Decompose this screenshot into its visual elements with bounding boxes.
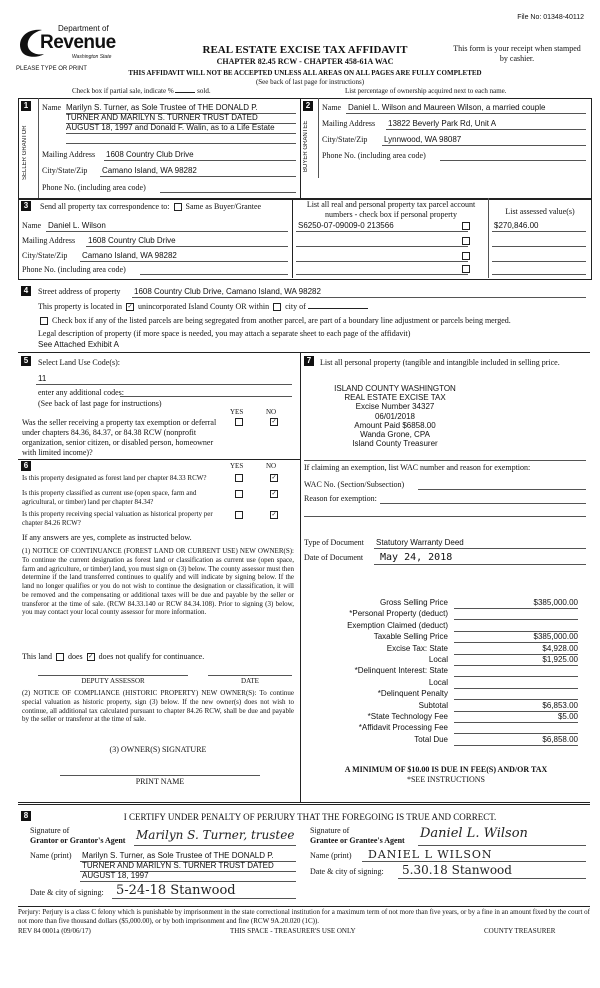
current-use-yes-checkbox[interactable] [235, 490, 243, 498]
tax-row-value[interactable]: $5.00 [454, 712, 578, 723]
buyer-name-field[interactable]: Daniel L. Wilson and Maureen Wilson, a married couple [348, 103, 546, 112]
exemption-yes-checkbox[interactable] [235, 418, 243, 426]
historic-yes-checkbox[interactable] [235, 511, 243, 519]
city-of-label: city of [285, 302, 306, 311]
ownership-pct-note: List percentage of ownership acquired next to each name. [345, 87, 507, 95]
corr-name-label: Name [22, 221, 42, 230]
see-instructions-note: *SEE INSTRUCTIONS [406, 775, 485, 784]
forest-yes-checkbox[interactable] [235, 474, 243, 482]
stamp-line-county: ISLAND COUNTY WASHINGTON [334, 384, 456, 393]
logo-name-text: Revenue [40, 32, 116, 53]
legal-description-label: Legal description of property (if more space is needed, you may attach a separate sheet to each page of the affidavit) [38, 329, 411, 338]
doc-type-field[interactable]: Statutory Warranty Deed [376, 538, 464, 547]
partial-sale-label: Check box if partial sale, indicate % [72, 87, 174, 95]
legal-description-field[interactable]: See Attached Exhibit A [38, 340, 119, 349]
treasurer-use-only: THIS SPACE - TREASURER'S USE ONLY [230, 927, 356, 935]
grantee-sig-label-1: Signature of [310, 826, 350, 835]
tax-row [304, 689, 586, 700]
doc-type-label: Type of Document [304, 538, 364, 547]
tax-row-label: *Delinquent Interest: State [354, 666, 448, 676]
buyer-city-field[interactable]: Lynnwood, WA 98087 [384, 135, 462, 144]
revision-code: REV 84 0001a (09/06/17) [18, 927, 91, 935]
partial-sale-line [72, 87, 211, 96]
back-note: (See back of last page for instructions) [255, 78, 365, 86]
assessor-date-label: DATE [241, 677, 259, 685]
tax-row-value[interactable] [454, 689, 578, 700]
grantee-date-label: Date & city of signing: [310, 867, 384, 876]
tax-row-label: Gross Selling Price [379, 598, 448, 607]
buyer-mailing-label: Mailing Address [322, 119, 376, 128]
same-as-buyer-label: Same as Buyer/Grantee [185, 202, 262, 211]
exemption-no-checkbox[interactable]: ✓ [271, 419, 277, 425]
grantor-date-field[interactable]: 5-24-18 Stanwood [116, 883, 236, 898]
personal-property-checkbox-1[interactable] [462, 222, 470, 230]
tax-row [304, 632, 586, 643]
sold-label: sold. [197, 87, 211, 95]
tax-row-value[interactable] [454, 666, 578, 677]
warning-text: THIS AFFIDAVIT WILL NOT BE ACCEPTED UNLESS ALL AREAS ON ALL PAGES ARE FULLY COMPLETED [128, 69, 482, 77]
section-1-number: 1 [21, 101, 31, 111]
tax-row-label: Subtotal [418, 700, 448, 710]
corr-city-field[interactable]: Camano Island, WA 98282 [82, 251, 177, 260]
correspondence-heading [40, 202, 261, 212]
wac-label: WAC No. (Section/Subsection) [304, 480, 405, 489]
notice-compliance: (2) NOTICE OF COMPLIANCE (HISTORIC PROPERTY) NEW OWNER(S): To continue special valuation as historic property, sign (3) below. If the new owner(s) does not wish to continue, all additional tax calculated pursuant to chapter 84.26 RCW, shall be due and payable by the seller or transferor at the time of sale. [22, 689, 294, 724]
form-chapter: CHAPTER 82.45 RCW - CHAPTER 458-61A WAC [216, 57, 394, 66]
tax-row-label: *Delinquent Penalty [377, 689, 448, 699]
tax-row-label: *State Technology Fee [367, 712, 448, 721]
grantee-signature[interactable]: Daniel L. Wilson [420, 826, 528, 841]
parcel-heading: List all real and personal property tax parcel account numbers - check box if personal property [306, 200, 476, 219]
seller-city-field[interactable]: Camano Island, WA 98282 [102, 166, 197, 175]
tax-row [304, 678, 586, 689]
personal-property-checkbox-2[interactable] [462, 237, 470, 245]
stamp-line-date: 06/01/2018 [374, 411, 416, 421]
reason-label: Reason for exemption: [304, 494, 377, 503]
print-name-label: PRINT NAME [135, 777, 185, 786]
tax-row [304, 609, 586, 620]
section5-no-header: NO [266, 408, 277, 416]
grantor-signature[interactable]: Marilyn S. Turner, trustee [136, 828, 295, 842]
personal-property-checkbox-3[interactable] [462, 252, 470, 260]
stamp-line-treasurer-name: Wanda Grone, CPA [360, 429, 430, 439]
tax-row-value[interactable] [454, 678, 578, 689]
logo-state-text: Washington State [72, 54, 112, 60]
tax-row [304, 666, 586, 677]
file-number: File No: 01348-40112 [517, 14, 584, 21]
seller-city-label: City/State/Zip [42, 166, 88, 175]
tax-row-label: Excise Tax: State [386, 643, 448, 653]
tax-row-value[interactable]: $6,853.00 [454, 701, 578, 712]
tax-row [304, 735, 586, 746]
does-label: does [68, 652, 83, 661]
county-treasurer-label: COUNTY TREASURER [484, 927, 556, 935]
buyer-mailing-field[interactable]: 13822 Beverly Park Rd, Unit A [388, 119, 497, 128]
section5-yes-header: YES [230, 408, 244, 416]
grantor-print-label: Name (print) [30, 851, 72, 860]
qualify-label: qualify for continuance. [127, 652, 205, 661]
tax-row-value[interactable]: $385,000.00 [454, 598, 578, 609]
current-use-question: Is this property classified as current use (open space, farm and agricultural, or timber) land per chapter 84.34? [22, 489, 197, 506]
section6-yes-header: YES [230, 462, 244, 470]
tax-row-label: Taxable Selling Price [373, 632, 448, 642]
corr-name-field[interactable]: Daniel L. Wilson [48, 221, 106, 230]
tax-row-label: Exemption Claimed (deduct) [347, 620, 448, 630]
tax-row [304, 701, 586, 712]
tax-row-label: *Affidavit Processing Fee [358, 723, 448, 733]
grantee-print-field[interactable]: DANIEL L WILSON [368, 848, 493, 861]
tax-row-label: Local [428, 677, 448, 687]
grantor-date-label: Date & city of signing: [30, 888, 104, 897]
does-not-label: does not [98, 652, 126, 661]
buyer-side-label: BUYER GRANTEE [303, 120, 309, 172]
land-use-field[interactable]: 11 [38, 374, 47, 383]
grantor-sig-label-2: Grantor or Grantor's Agent [30, 836, 126, 845]
section-7-number: 7 [304, 356, 314, 366]
tax-row-value[interactable]: $1,925.00 [454, 655, 578, 666]
seller-name-field[interactable]: Marilyn S. Turner, as Sole Trustee of THE DONALD P. TURNER AND MARILYN S. TURNER TRUST DATED AUGUST 18, 1997 and Donald F. Walin, as to a Life Estate [66, 103, 275, 132]
same-as-buyer-checkbox[interactable] [174, 203, 182, 211]
unincorporated-checkbox[interactable]: ✓ [127, 304, 133, 311]
historic-question: Is this property receiving special valuation as historical property per chapter 84.26 RCW? [22, 510, 213, 527]
historic-no-checkbox[interactable]: ✓ [271, 512, 277, 518]
buyer-name-label: Name [322, 103, 342, 112]
stamp-line-treasurer-title: Island County Treasurer [352, 439, 438, 449]
tax-row [304, 621, 586, 632]
grantee-sig-label-2: Grantee or Grantee's Agent [310, 836, 405, 845]
tax-row [304, 655, 586, 666]
stamp-line-excise-number: Excise Number 34327 [355, 402, 435, 412]
segregated-label: Check box if any of the listed parcels are being segregated from another parcel, are part of a boundary line adjustment or parcels being merged. [52, 316, 511, 325]
does-not-checkbox[interactable]: ✓ [88, 654, 94, 661]
seller-phone-label: Phone No. (including area code) [42, 183, 146, 192]
minimum-fee-note: A MINIMUM OF $10.00 IS DUE IN FEE(S) AND/OR TAX [344, 765, 548, 774]
tax-row-value[interactable] [454, 723, 578, 734]
exemption-question: Was the seller receiving a property tax exemption or deferral under chapters 84.36, 84.37, or 84.38 RCW (nonprofit organization, senior citizen, or disabled person, homeowner with limited income)? [22, 418, 217, 457]
parcel-1-field[interactable]: S6250-07-09009-0 213566 [298, 221, 394, 230]
personal-property-label: List all personal property (tangible and intangible included in selling price. [320, 358, 560, 367]
tax-row-value[interactable]: $6,858.00 [454, 735, 578, 746]
street-field[interactable]: 1608 Country Club Drive, Camano Island, WA 98282 [134, 287, 321, 296]
segregated-line [38, 316, 588, 326]
forest-land-question: Is this property designated as forest land per chapter 84.33 RCW? [22, 474, 207, 482]
treasurer-stamp [320, 384, 470, 448]
located-line [38, 302, 368, 312]
grantor-sig-label-1: Signature of [30, 826, 70, 835]
seller-mailing-field[interactable]: 1608 Country Club Drive [106, 150, 194, 159]
perjury-statement: Perjury: Perjury is a class C felony which is punishable by imprisonment in the state correctional institution for a maximum term of not more than five years, or by a fine in an amount fixed by the court of not more than five thousand dollars ($5,000.00), or by both imprisonment and fine (RCW 9A.20.020 (1C)). [18, 908, 590, 925]
tax-row-value[interactable]: $4,928.00 [454, 644, 578, 655]
section-4-number: 4 [21, 286, 31, 296]
unincorporated-label: unincorporated Island County OR within [137, 302, 270, 311]
certify-statement: I CERTIFY UNDER PENALTY OF PERJURY THAT THE FOREGOING IS TRUE AND CORRECT. [123, 812, 497, 822]
assessed-1-field[interactable]: $270,846.00 [494, 221, 539, 230]
owner-signature-label: (3) OWNER(S) SIGNATURE [109, 745, 207, 754]
if-yes-note: If any answers are yes, complete as instructed below. [22, 533, 192, 542]
segregated-checkbox[interactable] [40, 317, 48, 325]
buyer-phone-label: Phone No. (including area code) [322, 151, 426, 160]
tax-row-label: *Personal Property (deduct) [349, 609, 448, 619]
continuance-line [22, 652, 204, 662]
section5-back-note: (See back of last page for instructions) [38, 399, 162, 408]
within-city-checkbox[interactable] [273, 303, 281, 311]
doc-date-field[interactable]: May 24, 2018 [380, 552, 453, 563]
type-or-print: PLEASE TYPE OR PRINT [16, 66, 87, 72]
corr-mailing-label: Mailing Address [22, 236, 76, 245]
doc-date-label: Date of Document [304, 553, 364, 562]
additional-codes-label: enter any additional codes: [38, 388, 124, 397]
receipt-note: This form is your receipt when stamped by cashier. [453, 44, 581, 63]
current-use-no-checkbox[interactable]: ✓ [271, 491, 277, 497]
tax-row-label: Local [428, 655, 448, 664]
buyer-city-label: City/State/Zip [322, 135, 368, 144]
tax-row-value[interactable]: $385,000.00 [454, 632, 578, 643]
section-2-number: 2 [303, 101, 313, 111]
corr-mailing-field[interactable]: 1608 Country Club Drive [88, 236, 176, 245]
seller-mailing-label: Mailing Address [42, 150, 96, 159]
section-3-number: 3 [21, 201, 31, 211]
tax-row [304, 712, 586, 723]
corr-city-label: City/State/Zip [22, 251, 68, 260]
correspondence-heading-text: Send all property tax correspondence to: [40, 202, 170, 211]
logo-dept-text: Department of [58, 24, 109, 33]
located-label: This property is located in [38, 302, 122, 311]
assessed-heading: List assessed value(s) [505, 207, 575, 216]
section-5-number: 5 [21, 356, 31, 366]
notice-continuance: (1) NOTICE OF CONTINUANCE (FOREST LAND OR CURRENT USE) NEW OWNER(S): To continue the current designation as forest land or classification as current use (open space, farm and agriculture, or timber) land, you must sign on (3) below. The county assessor must then determine if the land transferred continues to qualify and will indicate by signing below. If the land no longer qualifies or you do not wish to continue the designation or classification, it will be removed and the compensating or additional taxes will be due and payable by the seller or transferor at the time of sale. (RCW 84.33.140 or RCW 84.34.108). Prior to signing (3) below, you may contact your local county assessor for more information. [22, 547, 294, 617]
corr-phone-label: Phone No. (including area code) [22, 265, 126, 274]
seller-name-label: Name [42, 103, 62, 112]
this-land-label: This land [22, 652, 52, 661]
personal-property-checkbox-4[interactable] [462, 265, 470, 273]
grantee-print-label: Name (print) [310, 851, 352, 860]
form-title: REAL ESTATE EXCISE TAX AFFIDAVIT [202, 44, 408, 56]
street-label: Street address of property [38, 287, 121, 296]
tax-row [304, 644, 586, 655]
dor-logo [16, 22, 126, 68]
stamp-line-tax: REAL ESTATE EXCISE TAX [344, 393, 446, 403]
tax-row [304, 598, 586, 609]
section-6-number: 6 [21, 461, 31, 471]
section-8-number: 8 [21, 811, 31, 821]
tax-row [304, 723, 586, 734]
tax-row-label: Total Due [414, 734, 448, 744]
does-checkbox[interactable] [56, 653, 64, 661]
section6-no-header: NO [266, 462, 277, 470]
forest-no-checkbox[interactable]: ✓ [271, 475, 277, 481]
stamp-line-amount: Amount Paid $6858.00 [354, 420, 436, 430]
tax-row-value[interactable] [454, 609, 578, 620]
deputy-assessor-label: DEPUTY ASSESSOR [81, 677, 145, 685]
tax-row-value[interactable] [454, 621, 578, 632]
grantee-date-field[interactable]: 5.30.18 Stanwood [402, 863, 512, 877]
land-use-label: Select Land Use Code(s): [38, 358, 120, 367]
exemption-claim-label: If claiming an exemption, list WAC number and reason for exemption: [304, 463, 531, 472]
seller-side-label: SELLER GRANTOR [22, 125, 28, 181]
grantor-print-field[interactable]: Marilyn S. Turner, as Sole Trustee of THE DONALD P. TURNER AND MARILYN S. TURNER TRUST DATED AUGUST 18, 1997 [82, 851, 274, 880]
